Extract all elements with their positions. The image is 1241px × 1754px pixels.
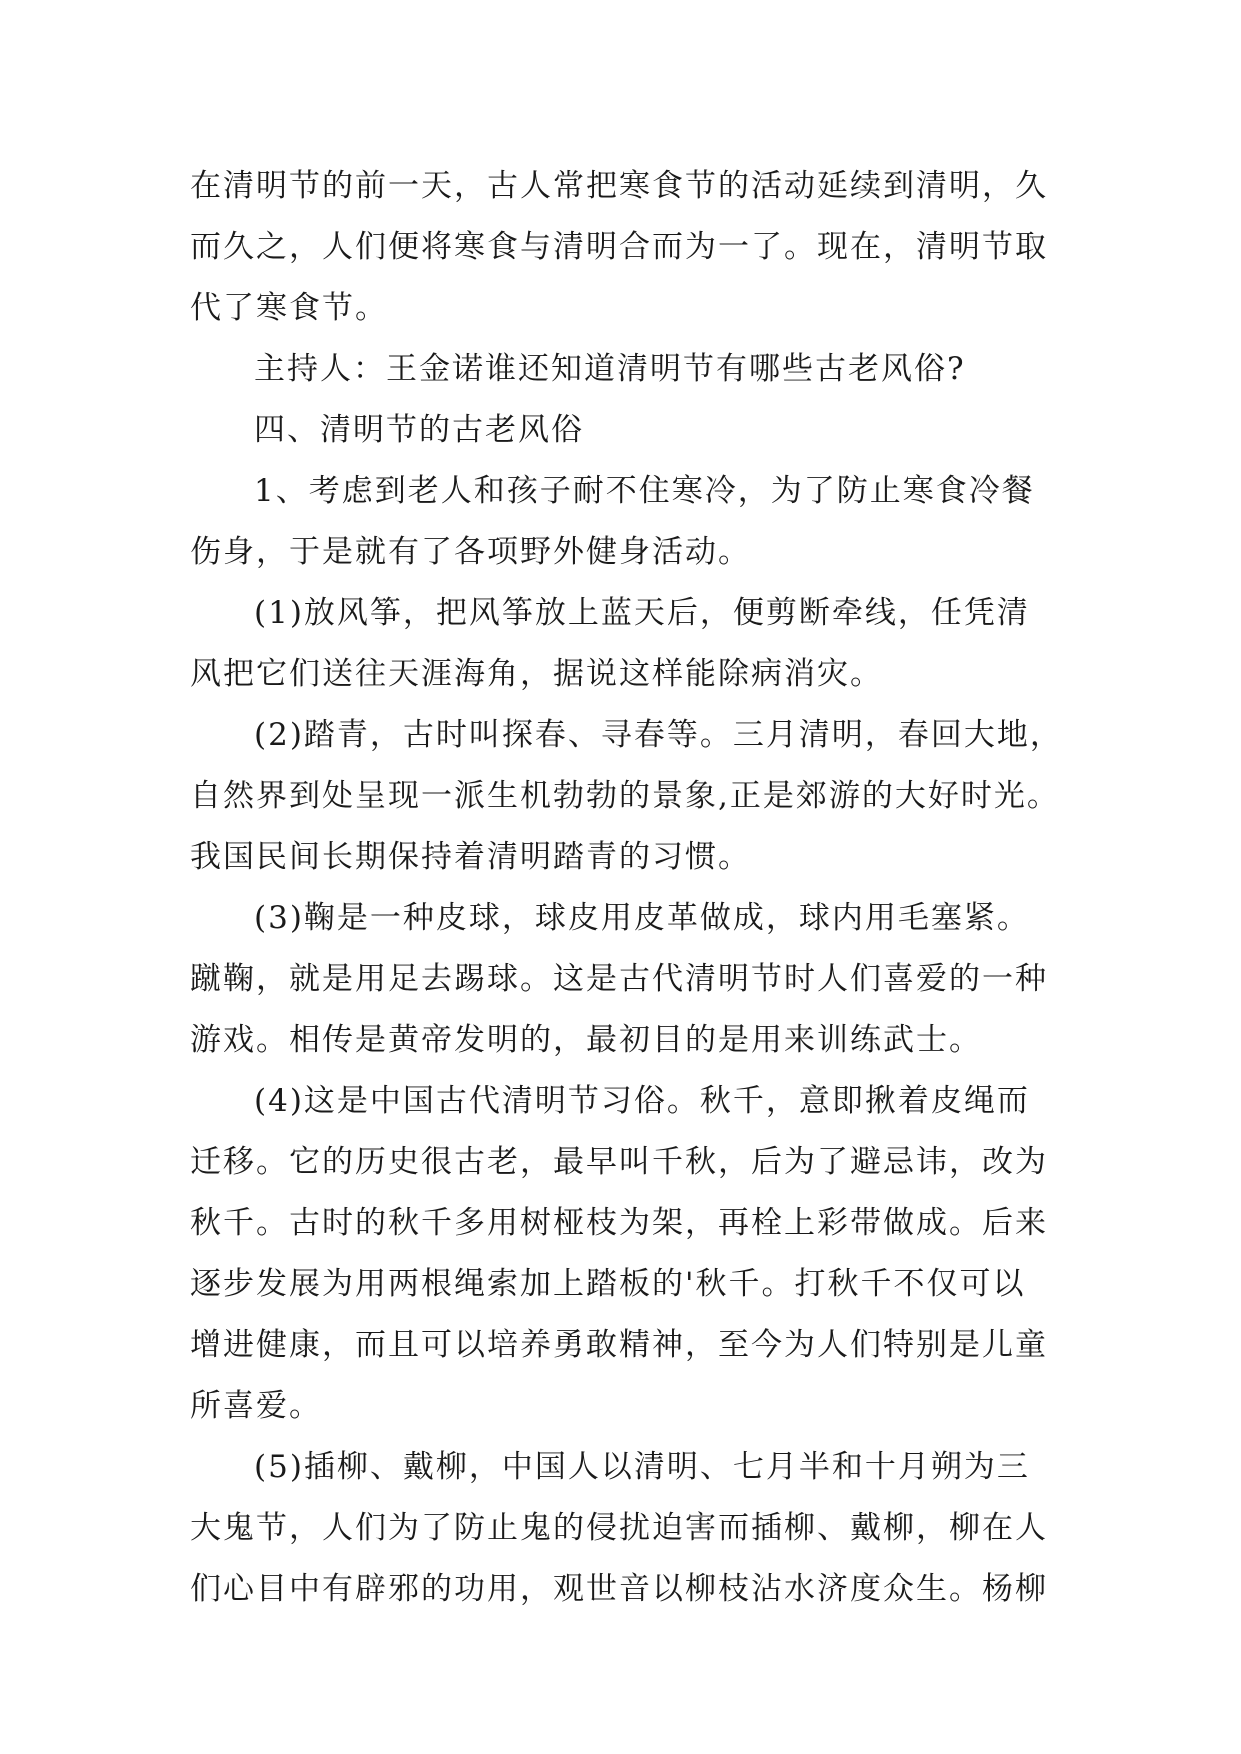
text-line: 逐步发展为用两根绳索加上踏板的'秋千。打秋千不仅可以 xyxy=(190,1266,1026,1302)
text-line: 伤身，于是就有了各项野外健身活动。 xyxy=(190,534,751,570)
text-line: 在清明节的前一天，古人常把寒食节的活动延续到清明，久 xyxy=(190,168,1048,204)
text-line: 大鬼节，人们为了防止鬼的侵扰迫害而插柳、戴柳，柳在人 xyxy=(190,1510,1048,1546)
text-line: 秋千。古时的秋千多用树桠枝为架，再栓上彩带做成。后来 xyxy=(190,1205,1048,1241)
text-line: 蹴鞠，就是用足去踢球。这是古代清明节时人们喜爱的一种 xyxy=(190,961,1048,997)
text-line: 风把它们送往天涯海角，据说这样能除病消灾。 xyxy=(190,656,883,692)
text-line: 我国民间长期保持着清明踏青的习惯。 xyxy=(190,839,751,875)
text-line: 而久之，人们便将寒食与清明合而为一了。现在，清明节取 xyxy=(190,229,1048,265)
document-body xyxy=(190,156,1063,1620)
text-line: 所喜爱。 xyxy=(190,1388,322,1424)
text-line: 游戏。相传是黄帝发明的，最初目的是用来训练武士。 xyxy=(190,1022,982,1058)
text-line: (3)鞠是一种皮球，球皮用皮革做成，球内用毛塞紧。 xyxy=(254,900,1030,936)
text-line: 主持人：王金诺谁还知道清明节有哪些古老风俗? xyxy=(254,351,966,387)
text-line: 增进健康，而且可以培养勇敢精神，至今为人们特别是儿童 xyxy=(190,1327,1048,1363)
text-line: (4)这是中国古代清明节习俗。秋千，意即揪着皮绳而 xyxy=(254,1083,1030,1119)
text-line: 们心目中有辟邪的功用，观世音以柳枝沾水济度众生。杨柳 xyxy=(190,1571,1048,1607)
text-line: 自然界到处呈现一派生机勃勃的景象,正是郊游的大好时光。 xyxy=(190,778,1060,814)
text-line: (2)踏青，古时叫探春、寻春等。三月清明，春回大地， xyxy=(254,717,1063,753)
text-line: 迁移。它的历史很古老，最早叫千秋，后为了避忌讳，改为 xyxy=(190,1144,1048,1180)
section-heading: 四、清明节的古老风俗 xyxy=(254,412,584,448)
text-line: (5)插柳、戴柳，中国人以清明、七月半和十月朔为三 xyxy=(254,1449,1030,1485)
text-line: (1)放风筝，把风筝放上蓝天后，便剪断牵线，任凭清 xyxy=(254,595,1030,631)
text-line: 代了寒食节。 xyxy=(190,290,388,326)
text-line: 1、考虑到老人和孩子耐不住寒冷，为了防止寒食冷餐 xyxy=(254,473,1035,509)
